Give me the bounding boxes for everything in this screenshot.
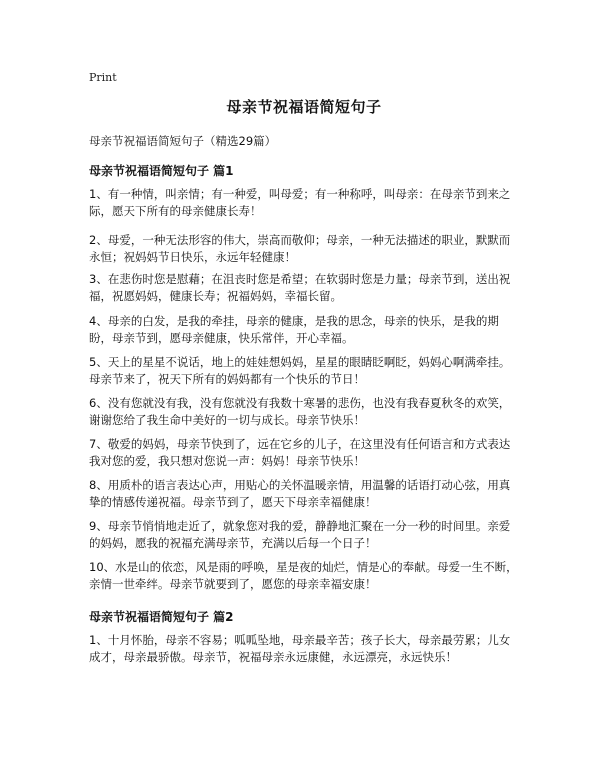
document-subtitle: 母亲节祝福语简短句子（精选29篇） [89,134,277,148]
document-title: 母亲节祝福语简短句子 [226,98,382,116]
paragraph: 2、母爱，一种无法形容的伟大，崇高而敬仰；母亲，一种无法描述的职业，默默而永恒；祝妈妈节日快乐，永远年轻健康！ [89,233,511,264]
paragraph: 1、有一种情，叫亲情；有一种爱，叫母爱；有一种称呼，叫母亲：在母亲节到来之际，愿天下所有的母亲健康长寿！ [89,187,511,218]
paragraph: 5、天上的星星不说话，地上的娃娃想妈妈，星星的眼睛眨啊眨，妈妈心啊满牵挂。母亲节来了，祝天下所有的妈妈都有一个快乐的节日！ [89,355,511,386]
section-heading-1: 母亲节祝福语简短句子 篇1 [89,164,234,178]
paragraph: 10、水是山的依恋，风是雨的呼唤，星是夜的灿烂，情是心的奉献。母爱一生不断，亲情一世牵绊。母亲节就要到了，愿您的母亲幸福安康！ [89,560,518,591]
paragraph: 7、敬爱的妈妈，母亲节快到了，远在它乡的儿子，在这里没有任何语言和方式表达我对您的爱，我只想对您说一声：妈妈！母亲节快乐！ [89,437,511,468]
section-heading-2: 母亲节祝福语简短句子 篇2 [89,610,234,624]
paragraph: 4、母亲的白发，是我的牵挂，母亲的健康，是我的思念，母亲的快乐，是我的期盼，母亲节到，愿母亲健康，快乐常伴，开心幸福。 [89,314,499,345]
paragraph: 9、母亲节悄悄地走近了，就象您对我的爱，静静地汇聚在一分一秒的时间里。亲爱的妈妈，愿我的祝福充满母亲节，充满以后每一个日子！ [89,519,511,550]
paragraph: 1、十月怀胎，母亲不容易；呱呱坠地，母亲最辛苦；孩子长大，母亲最劳累；儿女成才，母亲最骄傲。母亲节，祝福母亲永远康健，永远漂亮，永远快乐！ [89,633,511,664]
paragraph: 3、在悲伤时您是慰藉；在沮丧时您是希望；在软弱时您是力量；母亲节到，送出祝福，祝愿妈妈，健康长寿；祝福妈妈，幸福长留。 [89,272,511,303]
print-label[interactable]: Print [89,71,117,84]
paragraph: 8、用质朴的语言表达心声，用贴心的关怀温暖亲情，用温馨的话语打动心弦，用真挚的情感传递祝福。母亲节到了，愿天下母亲幸福健康！ [89,478,511,509]
paragraph: 6、没有您就没有我，没有您就没有我数十寒暑的悲伤，也没有我春夏秋冬的欢笑，谢谢您给了我生命中美好的一切与成长。母亲节快乐！ [89,396,511,427]
